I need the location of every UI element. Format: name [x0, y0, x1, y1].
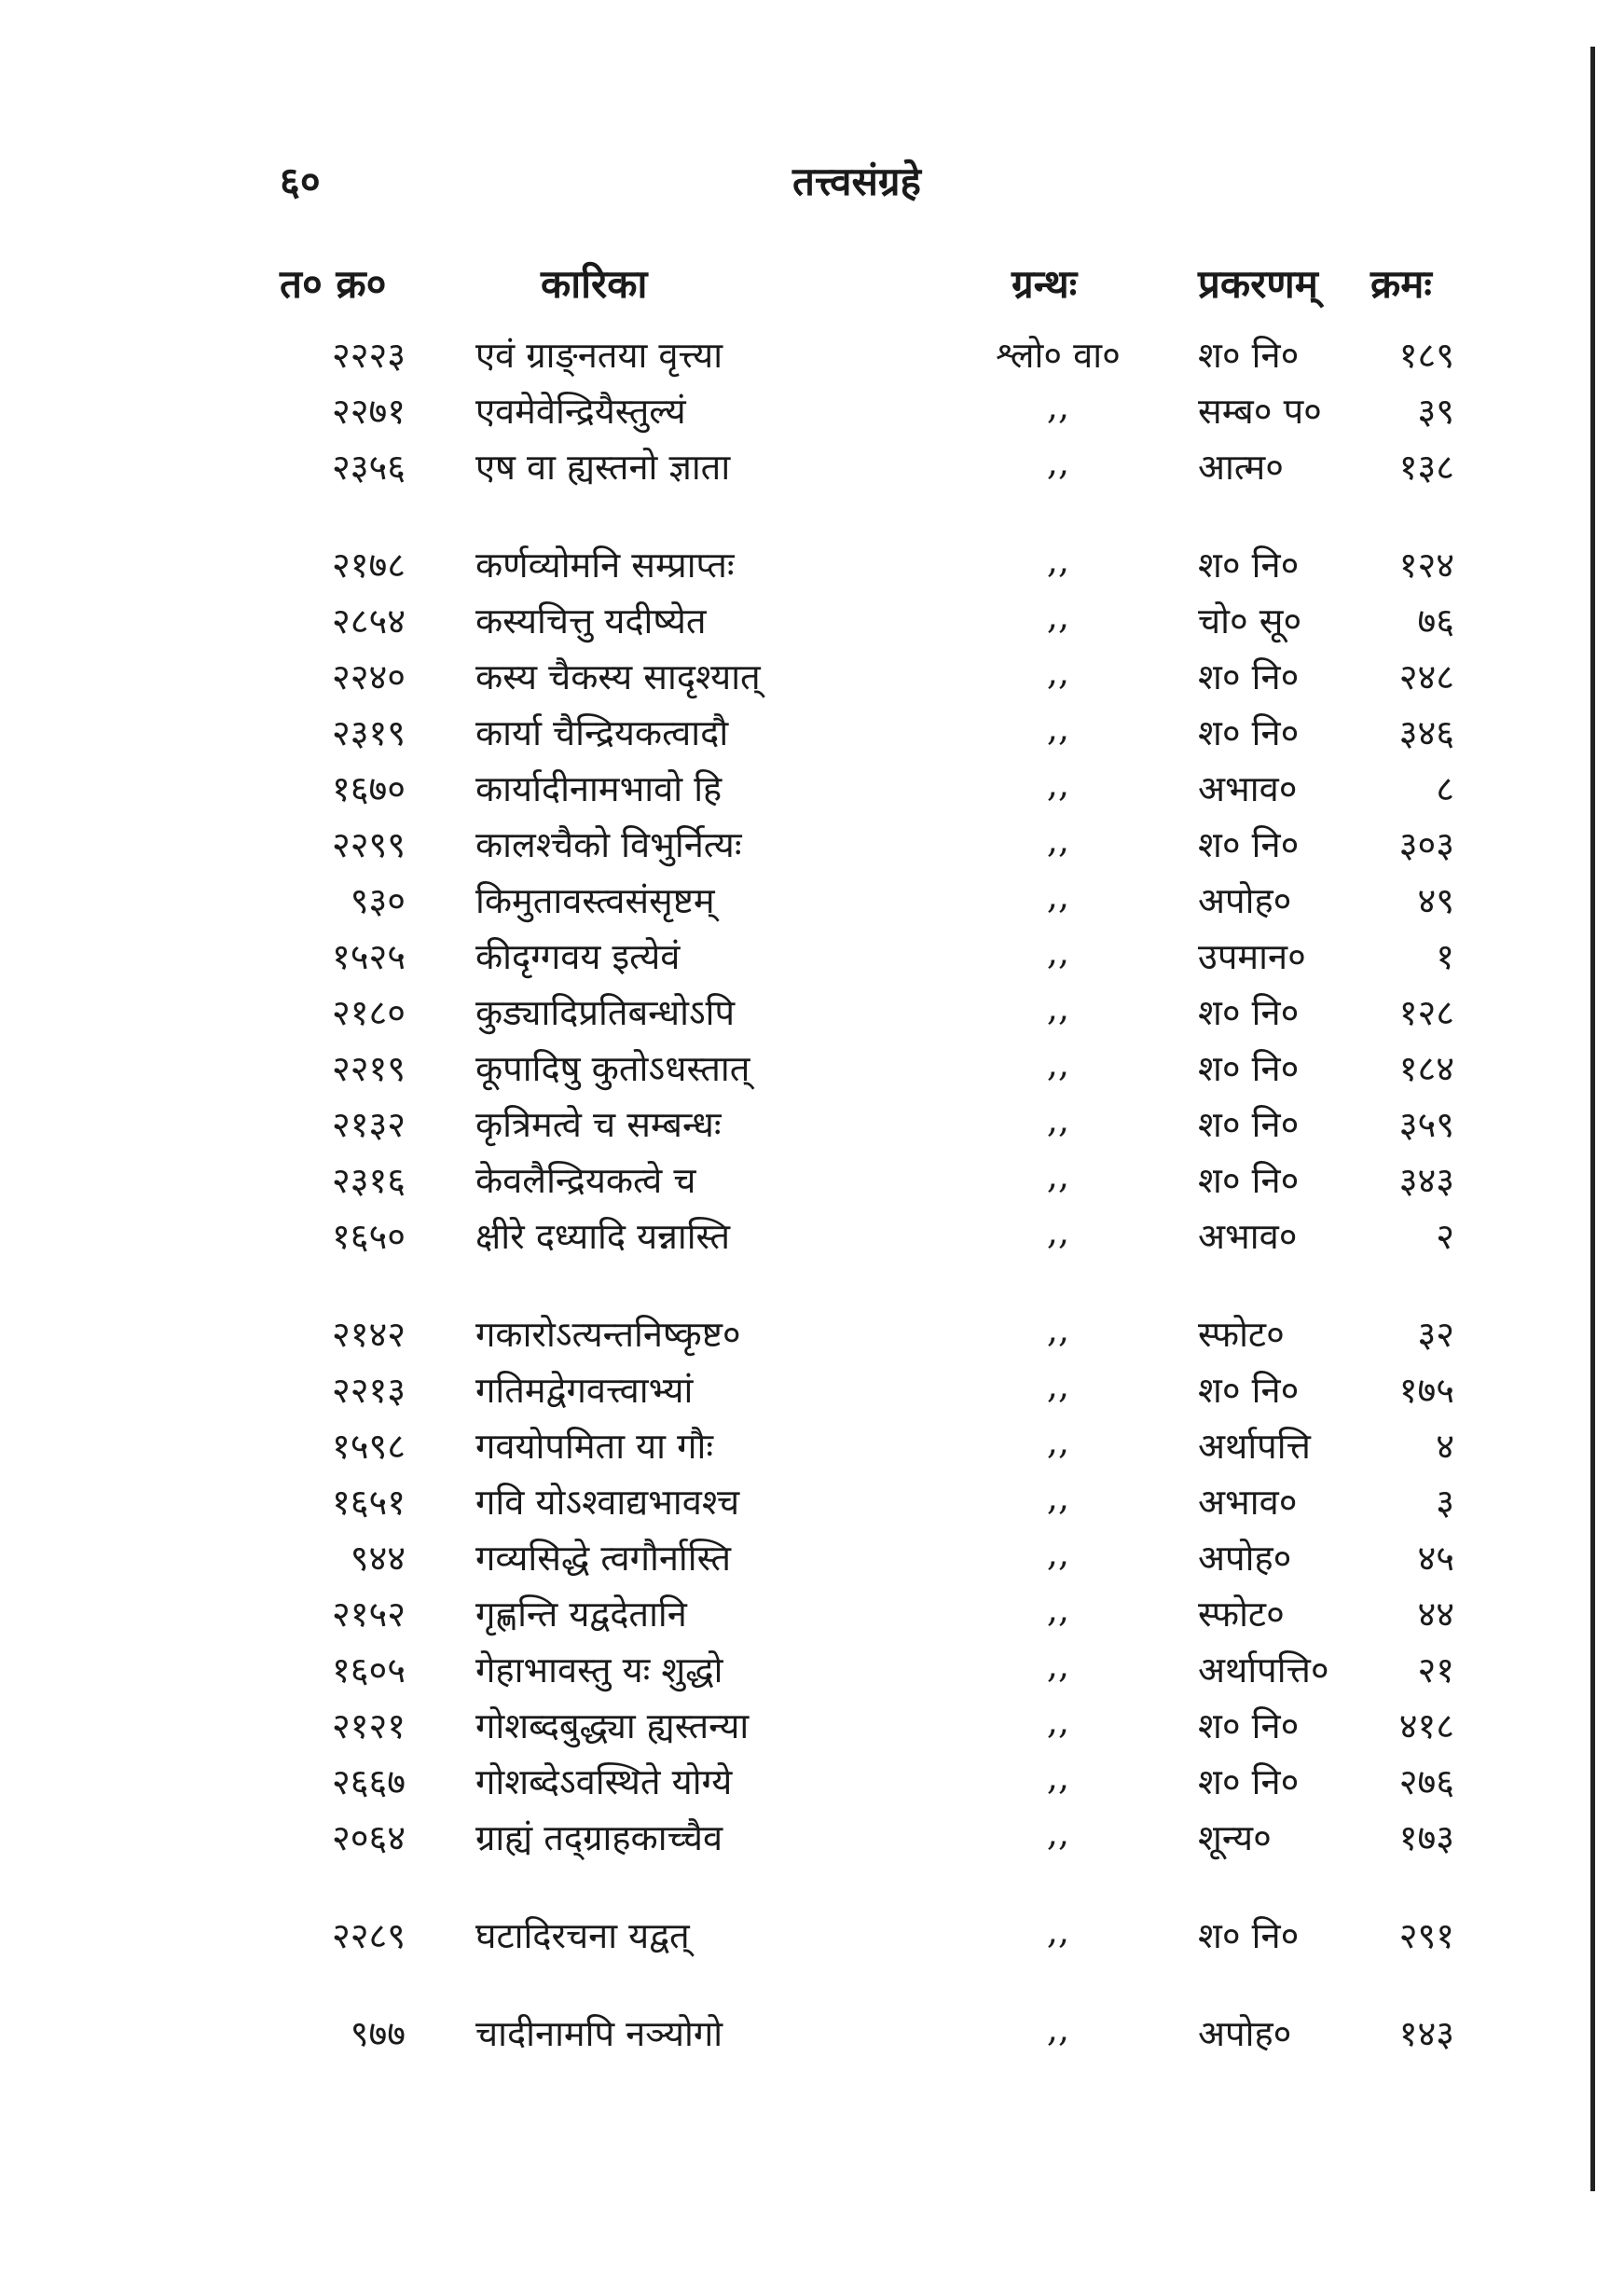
- page-header: [0, 145, 1624, 210]
- index-table: [0, 326, 1624, 2061]
- row-karika: घटादिरचना यद्वत्: [475, 1915, 690, 1956]
- table-row: [0, 928, 1624, 984]
- row-grantha: ,,: [1046, 596, 1070, 637]
- row-krama: ४१८: [1398, 1705, 1454, 1746]
- row-prakarana: श० नि०: [1198, 656, 1300, 697]
- row-prakarana: चो० सू०: [1198, 600, 1302, 642]
- row-number: १५२५: [331, 936, 406, 977]
- row-grantha: ,,: [1046, 1645, 1070, 1686]
- row-grantha: ,,: [1046, 932, 1070, 973]
- row-number: २१४२: [331, 1314, 406, 1355]
- row-krama: १२४: [1398, 545, 1454, 586]
- row-krama: ३४६: [1398, 712, 1454, 753]
- column-header-number: त० क्र०: [280, 261, 387, 307]
- table-row: [0, 1697, 1624, 1753]
- row-number: २२२३: [331, 335, 406, 376]
- row-prakarana: अर्थापत्ति०: [1198, 1649, 1329, 1691]
- row-grantha: ,,: [1046, 1099, 1070, 1140]
- row-karika: एवं ग्राङ्नतया वृत्त्या: [475, 335, 723, 376]
- table-row: [0, 1417, 1624, 1473]
- row-karika: गतिमद्वेगवत्त्वाभ्यां: [475, 1370, 694, 1411]
- row-grantha: ,,: [1046, 1911, 1070, 1952]
- row-grantha: ,,: [1046, 876, 1070, 917]
- table-row: [0, 1809, 1624, 1865]
- row-number: २२१९: [331, 1048, 406, 1089]
- row-krama: १७३: [1398, 1817, 1454, 1858]
- row-prakarana: श० नि०: [1198, 824, 1300, 865]
- table-row: [0, 1585, 1624, 1641]
- row-grantha: ,,: [1046, 1365, 1070, 1406]
- table-row: [0, 1473, 1624, 1529]
- row-krama: ३४३: [1398, 1160, 1454, 1201]
- row-prakarana: शून्य०: [1198, 1817, 1272, 1858]
- row-grantha: ,,: [1046, 1211, 1070, 1252]
- row-number: ९४४: [350, 1538, 406, 1579]
- row-number: २३५६: [331, 447, 406, 488]
- row-number: १६५०: [331, 1216, 406, 1257]
- row-prakarana: उपमान०: [1198, 936, 1306, 977]
- row-grantha: ,,: [1046, 1421, 1070, 1462]
- row-number: २१७८: [331, 545, 406, 586]
- row-prakarana: श० नि०: [1198, 1104, 1300, 1145]
- row-karika: केवलैन्द्रियकत्वे च: [475, 1160, 696, 1201]
- table-row: [0, 1208, 1624, 1263]
- row-number: २२७१: [331, 391, 406, 432]
- row-number: २६६७: [331, 1761, 406, 1802]
- row-grantha: ,,: [1046, 1155, 1070, 1196]
- row-grantha: ,,: [1046, 1477, 1070, 1518]
- row-number: २१३२: [331, 1104, 406, 1145]
- row-grantha: ,,: [1046, 987, 1070, 1028]
- table-row: [0, 872, 1624, 928]
- row-krama: २४८: [1398, 656, 1454, 697]
- row-grantha: ,,: [1046, 1589, 1070, 1630]
- table-row: [0, 1907, 1624, 1963]
- row-prakarana: श० नि०: [1198, 1761, 1300, 1802]
- row-krama: ३०३: [1398, 824, 1454, 865]
- row-krama: २: [1436, 1216, 1454, 1257]
- row-prakarana: अभाव०: [1198, 1216, 1298, 1257]
- row-krama: ३९: [1417, 391, 1454, 432]
- row-prakarana: अर्थापत्ति: [1198, 1426, 1311, 1467]
- row-number: २२४०: [331, 656, 406, 697]
- row-krama: ३५९: [1398, 1104, 1454, 1145]
- row-karika: कस्यचित्तु यदीष्येत: [475, 600, 707, 642]
- column-header-grantha: ग्रन्थः: [1012, 261, 1078, 307]
- row-number: १६५१: [331, 1482, 406, 1523]
- row-karika: गोशब्दबुद्ध्या ह्यस्तन्या: [475, 1705, 750, 1746]
- row-karika: गकारोऽत्यन्तनिष्कृष्ट०: [475, 1314, 741, 1355]
- table-row: [0, 382, 1624, 438]
- row-karika: चादीनामपि नञ्योगो: [475, 2013, 723, 2054]
- row-number: २०६४: [331, 1817, 406, 1858]
- table-row: [0, 1305, 1624, 1361]
- row-karika: एष वा ह्यस्तनो ज्ञाता: [475, 447, 731, 488]
- row-number: २२१३: [331, 1370, 406, 1411]
- row-grantha: ,,: [1046, 1309, 1070, 1350]
- row-prakarana: श० नि०: [1198, 712, 1300, 753]
- row-number: १६०५: [331, 1649, 406, 1691]
- table-row: [0, 816, 1624, 872]
- row-krama: ७६: [1417, 600, 1454, 642]
- row-prakarana: श० नि०: [1198, 1705, 1300, 1746]
- row-karika: कार्यादीनामभावो हि: [475, 768, 723, 809]
- row-krama: ४९: [1417, 880, 1454, 921]
- row-prakarana: आत्म०: [1198, 447, 1284, 488]
- row-prakarana: श० नि०: [1198, 992, 1300, 1033]
- row-prakarana: श० नि०: [1198, 1370, 1300, 1411]
- row-krama: ८: [1436, 768, 1454, 809]
- row-number: १५९८: [331, 1426, 406, 1467]
- row-karika: कृत्रिमत्वे च सम्बन्धः: [475, 1104, 722, 1145]
- row-karika: कालश्चैको विभुर्नित्यः: [475, 824, 742, 865]
- row-krama: १८९: [1398, 335, 1454, 376]
- row-krama: ४४: [1417, 1594, 1454, 1635]
- row-prakarana: श० नि०: [1198, 1160, 1300, 1201]
- row-number: २३१६: [331, 1160, 406, 1201]
- row-karika: एवमेवेन्द्रियैस्तुल्यं: [475, 391, 686, 432]
- table-row: [0, 1529, 1624, 1585]
- row-number: २८५४: [331, 600, 406, 642]
- row-krama: १३८: [1398, 447, 1454, 488]
- page-number: ६०: [280, 159, 321, 204]
- table-row: [0, 326, 1624, 382]
- row-prakarana: सम्ब० प०: [1198, 391, 1322, 432]
- row-prakarana: अभाव०: [1198, 768, 1298, 809]
- row-number: २१२१: [331, 1705, 406, 1746]
- table-row: [0, 1152, 1624, 1208]
- row-krama: ४: [1436, 1426, 1454, 1467]
- row-number: २३१९: [331, 712, 406, 753]
- row-grantha: ,,: [1046, 652, 1070, 693]
- row-grantha: ,,: [1046, 2008, 1070, 2049]
- row-prakarana: श० नि०: [1198, 335, 1300, 376]
- row-prakarana: अपोह०: [1198, 1538, 1292, 1579]
- row-number: १६७०: [331, 768, 406, 809]
- row-number: ९७७: [350, 2013, 406, 2054]
- table-row: [0, 1040, 1624, 1096]
- row-number: २१५२: [331, 1594, 406, 1635]
- column-header-prakarana: प्रकरणम्: [1198, 261, 1318, 307]
- table-row: [0, 648, 1624, 704]
- row-number: २२८९: [331, 1915, 406, 1956]
- row-karika: गवयोपमिता या गौः: [475, 1426, 714, 1467]
- row-grantha: ,,: [1046, 386, 1070, 427]
- row-grantha: श्लो० वा०: [996, 335, 1121, 376]
- row-grantha: ,,: [1046, 1813, 1070, 1854]
- row-krama: ३२: [1417, 1314, 1454, 1355]
- row-krama: १४३: [1398, 2013, 1454, 2054]
- table-row: [0, 438, 1624, 494]
- row-krama: ४५: [1417, 1538, 1454, 1579]
- row-prakarana: अपोह०: [1198, 2013, 1292, 2054]
- table-row: [0, 592, 1624, 648]
- table-row: [0, 2005, 1624, 2061]
- row-karika: क्षीरे दध्यादि यन्नास्ति: [475, 1216, 730, 1257]
- row-grantha: ,,: [1046, 1043, 1070, 1084]
- table-row: [0, 984, 1624, 1040]
- table-row: [0, 536, 1624, 592]
- row-prakarana: श० नि०: [1198, 545, 1300, 586]
- row-karika: ग्राह्यं तद्ग्राहकाच्चैव: [475, 1817, 723, 1858]
- row-number: २२९९: [331, 824, 406, 865]
- row-karika: गृह्णन्ति यद्वदेतानि: [475, 1594, 687, 1635]
- row-karika: गेहाभावस्तु यः शुद्धो: [475, 1649, 723, 1691]
- row-krama: १: [1436, 936, 1454, 977]
- row-karika: कुड्यादिप्रतिबन्धोऽपि: [475, 992, 736, 1033]
- column-header-krama: क्रमः: [1370, 261, 1432, 307]
- row-krama: १७५: [1398, 1370, 1454, 1411]
- row-number: २१८०: [331, 992, 406, 1033]
- row-prakarana: स्फोट०: [1198, 1594, 1285, 1635]
- row-grantha: ,,: [1046, 1757, 1070, 1798]
- row-karika: गव्यसिद्धे त्वगौर्नास्ति: [475, 1538, 732, 1579]
- row-karika: कस्य चैकस्य सादृश्यात्: [475, 656, 761, 697]
- row-grantha: ,,: [1046, 1533, 1070, 1574]
- row-grantha: ,,: [1046, 820, 1070, 861]
- row-krama: २१: [1417, 1649, 1454, 1691]
- page-title: तत्त्वसंग्रहे: [792, 159, 921, 204]
- row-grantha: ,,: [1046, 540, 1070, 581]
- row-karika: कीदृग्गवय इत्येवं: [475, 936, 681, 977]
- row-karika: गवि योऽश्वाद्यभावश्च: [475, 1482, 740, 1523]
- row-prakarana: श० नि०: [1198, 1048, 1300, 1089]
- row-grantha: ,,: [1046, 1701, 1070, 1742]
- row-grantha: ,,: [1046, 442, 1070, 483]
- row-karika: किमुतावस्त्वसंसृष्टम्: [475, 880, 715, 921]
- table-row: [0, 760, 1624, 816]
- row-grantha: ,,: [1046, 764, 1070, 805]
- row-krama: २७६: [1398, 1761, 1454, 1802]
- row-prakarana: अपोह०: [1198, 880, 1292, 921]
- table-row: [0, 1753, 1624, 1809]
- table-row: [0, 1096, 1624, 1152]
- row-krama: ३: [1436, 1482, 1454, 1523]
- row-prakarana: श० नि०: [1198, 1915, 1300, 1956]
- table-row: [0, 1361, 1624, 1417]
- row-prakarana: अभाव०: [1198, 1482, 1298, 1523]
- row-karika: कार्या चैन्द्रियकत्वादौ: [475, 712, 729, 753]
- row-krama: १८४: [1398, 1048, 1454, 1089]
- row-number: ९३०: [350, 880, 406, 921]
- row-grantha: ,,: [1046, 708, 1070, 749]
- row-karika: कर्णव्योमनि सम्प्राप्तः: [475, 545, 735, 586]
- row-krama: १२८: [1398, 992, 1454, 1033]
- row-karika: गोशब्देऽवस्थिते योग्ये: [475, 1761, 733, 1802]
- column-header-karika: कारिका: [541, 261, 648, 307]
- table-row: [0, 1641, 1624, 1697]
- row-karika: कूपादिषु कुतोऽधस्तात्: [475, 1048, 750, 1089]
- row-prakarana: स्फोट०: [1198, 1314, 1285, 1355]
- table-row: [0, 704, 1624, 760]
- row-krama: २९१: [1398, 1915, 1454, 1956]
